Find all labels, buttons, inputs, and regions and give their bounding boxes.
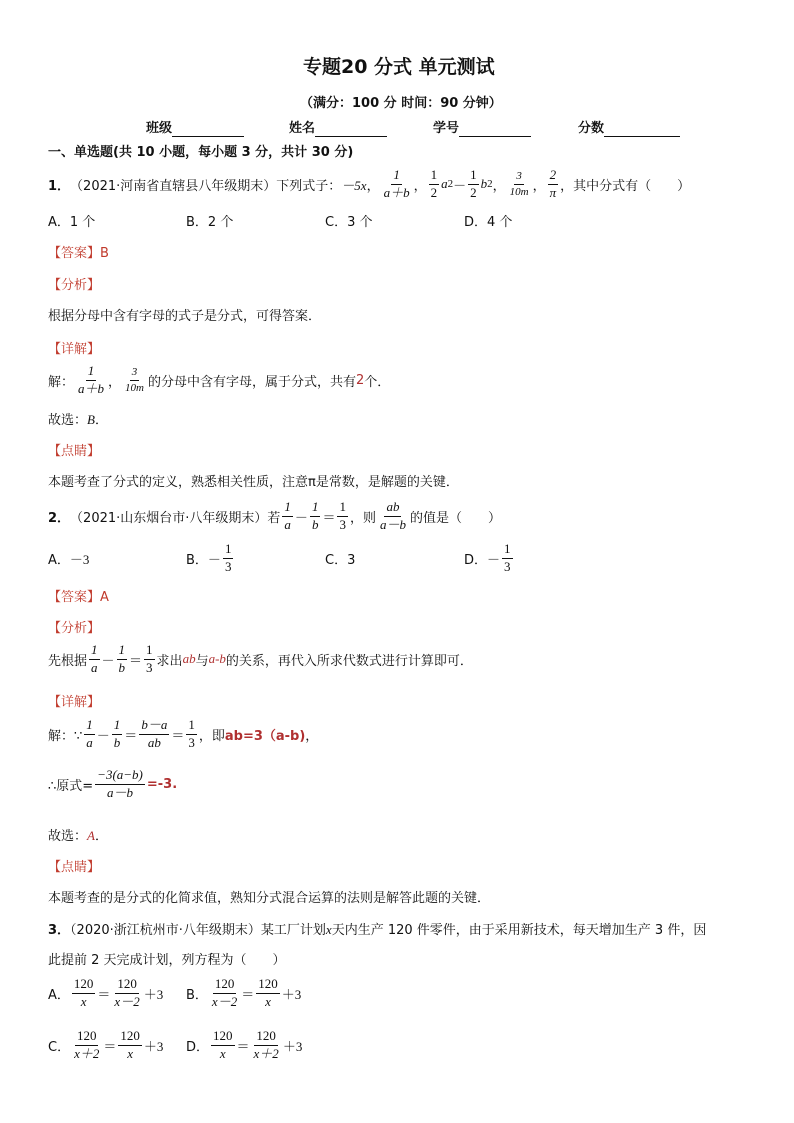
- q1-stem-suffix: ，其中分式有（ ）: [560, 178, 691, 194]
- q2-detail-label: 【详解】: [48, 695, 101, 710]
- field-score-label: 分数: [578, 121, 605, 136]
- q2-stem: 2． （2021·山东烟台市·八年级期末） 若 $\frac{1}{a}$ － $\frac{1}{b}$ ＝ $\frac{1}{3}$ ，则 $\frac{ab}{a-b}$ 的值是（ ）: [48, 499, 501, 532]
- exam-info: （满分：100 分 时间：90 分钟）: [300, 96, 502, 111]
- q2-option-d[interactable]: D． － $\frac{1}{3}$: [464, 541, 511, 574]
- q3-stem-line1: 3．（2020·浙江杭州市·八年级期末）某工厂计划x天内生产 120 件零件，由于采用新技术，每天增加生产 3 件，因: [48, 922, 707, 938]
- q2-original: ∴原式= $\frac{-3(a-b)}{a-b}$ =-3.: [48, 767, 178, 800]
- q1-half-1: $\frac{1}{2}$: [430, 167, 438, 200]
- q3-number: 3．: [48, 923, 71, 938]
- q2-source: （2021·山东烟台市·八年级期末）: [70, 510, 268, 526]
- q1-source: （2021·河南省直辖县八年级期末）: [70, 178, 277, 194]
- q2-option-b[interactable]: B． － $\frac{1}{3}$: [186, 541, 232, 574]
- q1-comment-text: 本题考查了分式的定义，熟悉相关性质，注意π是常数，是解题的关键．: [48, 475, 459, 490]
- field-name-blank[interactable]: [315, 121, 387, 137]
- q2-analysis-label: 【分析】: [48, 621, 101, 636]
- field-id-label: 学号: [433, 121, 460, 136]
- q3-option-b[interactable]: B． $\frac{120}{x-2}$ ＝ $\frac{120}{x}$ ＋3: [186, 976, 302, 1009]
- q3-stem-line2: 此提前 2 天完成计划，列方程为（ ）: [48, 953, 286, 968]
- q3-option-d[interactable]: D． $\frac{120}{x}$ ＝ $\frac{120}{x+2}$ ＋3: [186, 1028, 303, 1061]
- q1-analysis-label: 【分析】: [48, 278, 101, 293]
- q1-half-2: $\frac{1}{2}$: [470, 167, 477, 200]
- q2-comment-text: 本题考查的是分式的化简求值，熟知分式混合运算的法则是解答此题的关键．: [48, 891, 491, 906]
- q1-option-a[interactable]: A．1 个: [48, 215, 96, 230]
- q1-a: a: [441, 176, 448, 191]
- q1-choose: 故选：B．: [48, 412, 108, 428]
- q2-frac-1b: $\frac{1}{b}$: [311, 499, 319, 532]
- q1-b: b: [480, 176, 488, 191]
- q2-answer: 【答案】A: [48, 590, 109, 605]
- q1-frac3: $\frac{3}{10m}$: [509, 170, 529, 198]
- field-name-label: 姓名: [289, 121, 316, 136]
- q1-detail-frac1: $\frac{1}{a+b}$: [78, 363, 105, 396]
- q1-detail-frac3: $\frac{3}{10m}$: [125, 366, 144, 394]
- field-class-blank[interactable]: [172, 121, 244, 137]
- q1-number: 1．: [48, 178, 71, 194]
- q2-detail-relation: ab=3（a-b): [224, 728, 306, 744]
- field-class: [146, 117, 244, 137]
- field-score: [578, 117, 680, 137]
- q1-detail-label: 【详解】: [48, 342, 101, 357]
- field-id-blank[interactable]: [459, 121, 531, 137]
- q1-option-b[interactable]: B．2 个: [186, 215, 234, 230]
- q1-expr1: －5x: [341, 177, 367, 193]
- q2-detail: 解：∵ $\frac{1}{a}$ － $\frac{1}{b}$ ＝ $\frac{b-a}{ab}$ ＝ $\frac{1}{3}$ ，即 ab=3（a-b) ，: [48, 717, 319, 750]
- q2-frac-1a: $\frac{1}{a}$: [284, 499, 291, 532]
- q2-frac-13: $\frac{1}{3}$: [339, 499, 346, 532]
- section-heading: 一、单选题(共 10 小题，每小题 3 分，共计 30 分): [48, 145, 354, 160]
- q2-option-c[interactable]: C．3: [325, 552, 356, 568]
- field-id: [433, 117, 531, 137]
- q1-detail-count: 2: [356, 372, 365, 388]
- q2-comment-label: 【点睛】: [48, 860, 101, 875]
- q3-source: （2020·浙江杭州市·八年级期末）: [70, 923, 261, 938]
- q1-option-d[interactable]: D．4 个: [464, 215, 513, 230]
- q1-frac4: $\frac{2}{\pi}$: [549, 167, 557, 200]
- field-class-label: 班级: [146, 121, 173, 136]
- q1-answer: 【答案】B: [48, 246, 109, 261]
- q2-frac-ab: $\frac{ab}{a-b}$: [379, 499, 406, 532]
- q2-analysis: 先根据 $\frac{1}{a}$ － $\frac{1}{b}$ ＝ $\frac{1}{3}$ 求出 ab 与 a-b 的关系，再代入所求代数式进行计算即可．: [48, 642, 473, 675]
- q1-stem-text: 下列式子：: [276, 178, 342, 194]
- q1-comment-label: 【点睛】: [48, 444, 101, 459]
- q3-option-c[interactable]: C． $\frac{120}{x+2}$ ＝ $\frac{120}{x}$ ＋3: [48, 1028, 164, 1061]
- q2-number: 2．: [48, 510, 71, 526]
- field-score-blank[interactable]: [604, 121, 680, 137]
- q1-frac1: $\frac{1}{a+b}$: [383, 167, 410, 200]
- q1-analysis-text: 根据分母中含有字母的式子是分式，可得答案．: [48, 309, 322, 324]
- q2-option-a[interactable]: A． －3: [48, 551, 90, 568]
- q1-option-c[interactable]: C．3 个: [325, 215, 373, 230]
- page-title: 专题20 分式 单元测试: [303, 56, 495, 78]
- q2-choose: 故选：A．: [48, 828, 108, 844]
- q3-option-a[interactable]: A． $\frac{120}{x}$ ＝ $\frac{120}{x-2}$ ＋3: [48, 976, 164, 1009]
- q1-detail: 解： $\frac{1}{a+b}$ ， $\frac{3}{10m}$ 的分母中含有字母，属于分式，共有 2 个．: [48, 363, 391, 396]
- q1-stem: 1． （2021·河南省直辖县八年级期末） 下列式子： －5x ， $\frac{1}{a+b}$ ， $\frac{1}{2}$ a 2 － $\frac{1}{2}$ b 2 ， $\frac{3}{10m}$ ， $\frac{2}{\pi}$ ，其中分式有（ ）: [48, 167, 691, 200]
- field-name: [289, 117, 387, 137]
